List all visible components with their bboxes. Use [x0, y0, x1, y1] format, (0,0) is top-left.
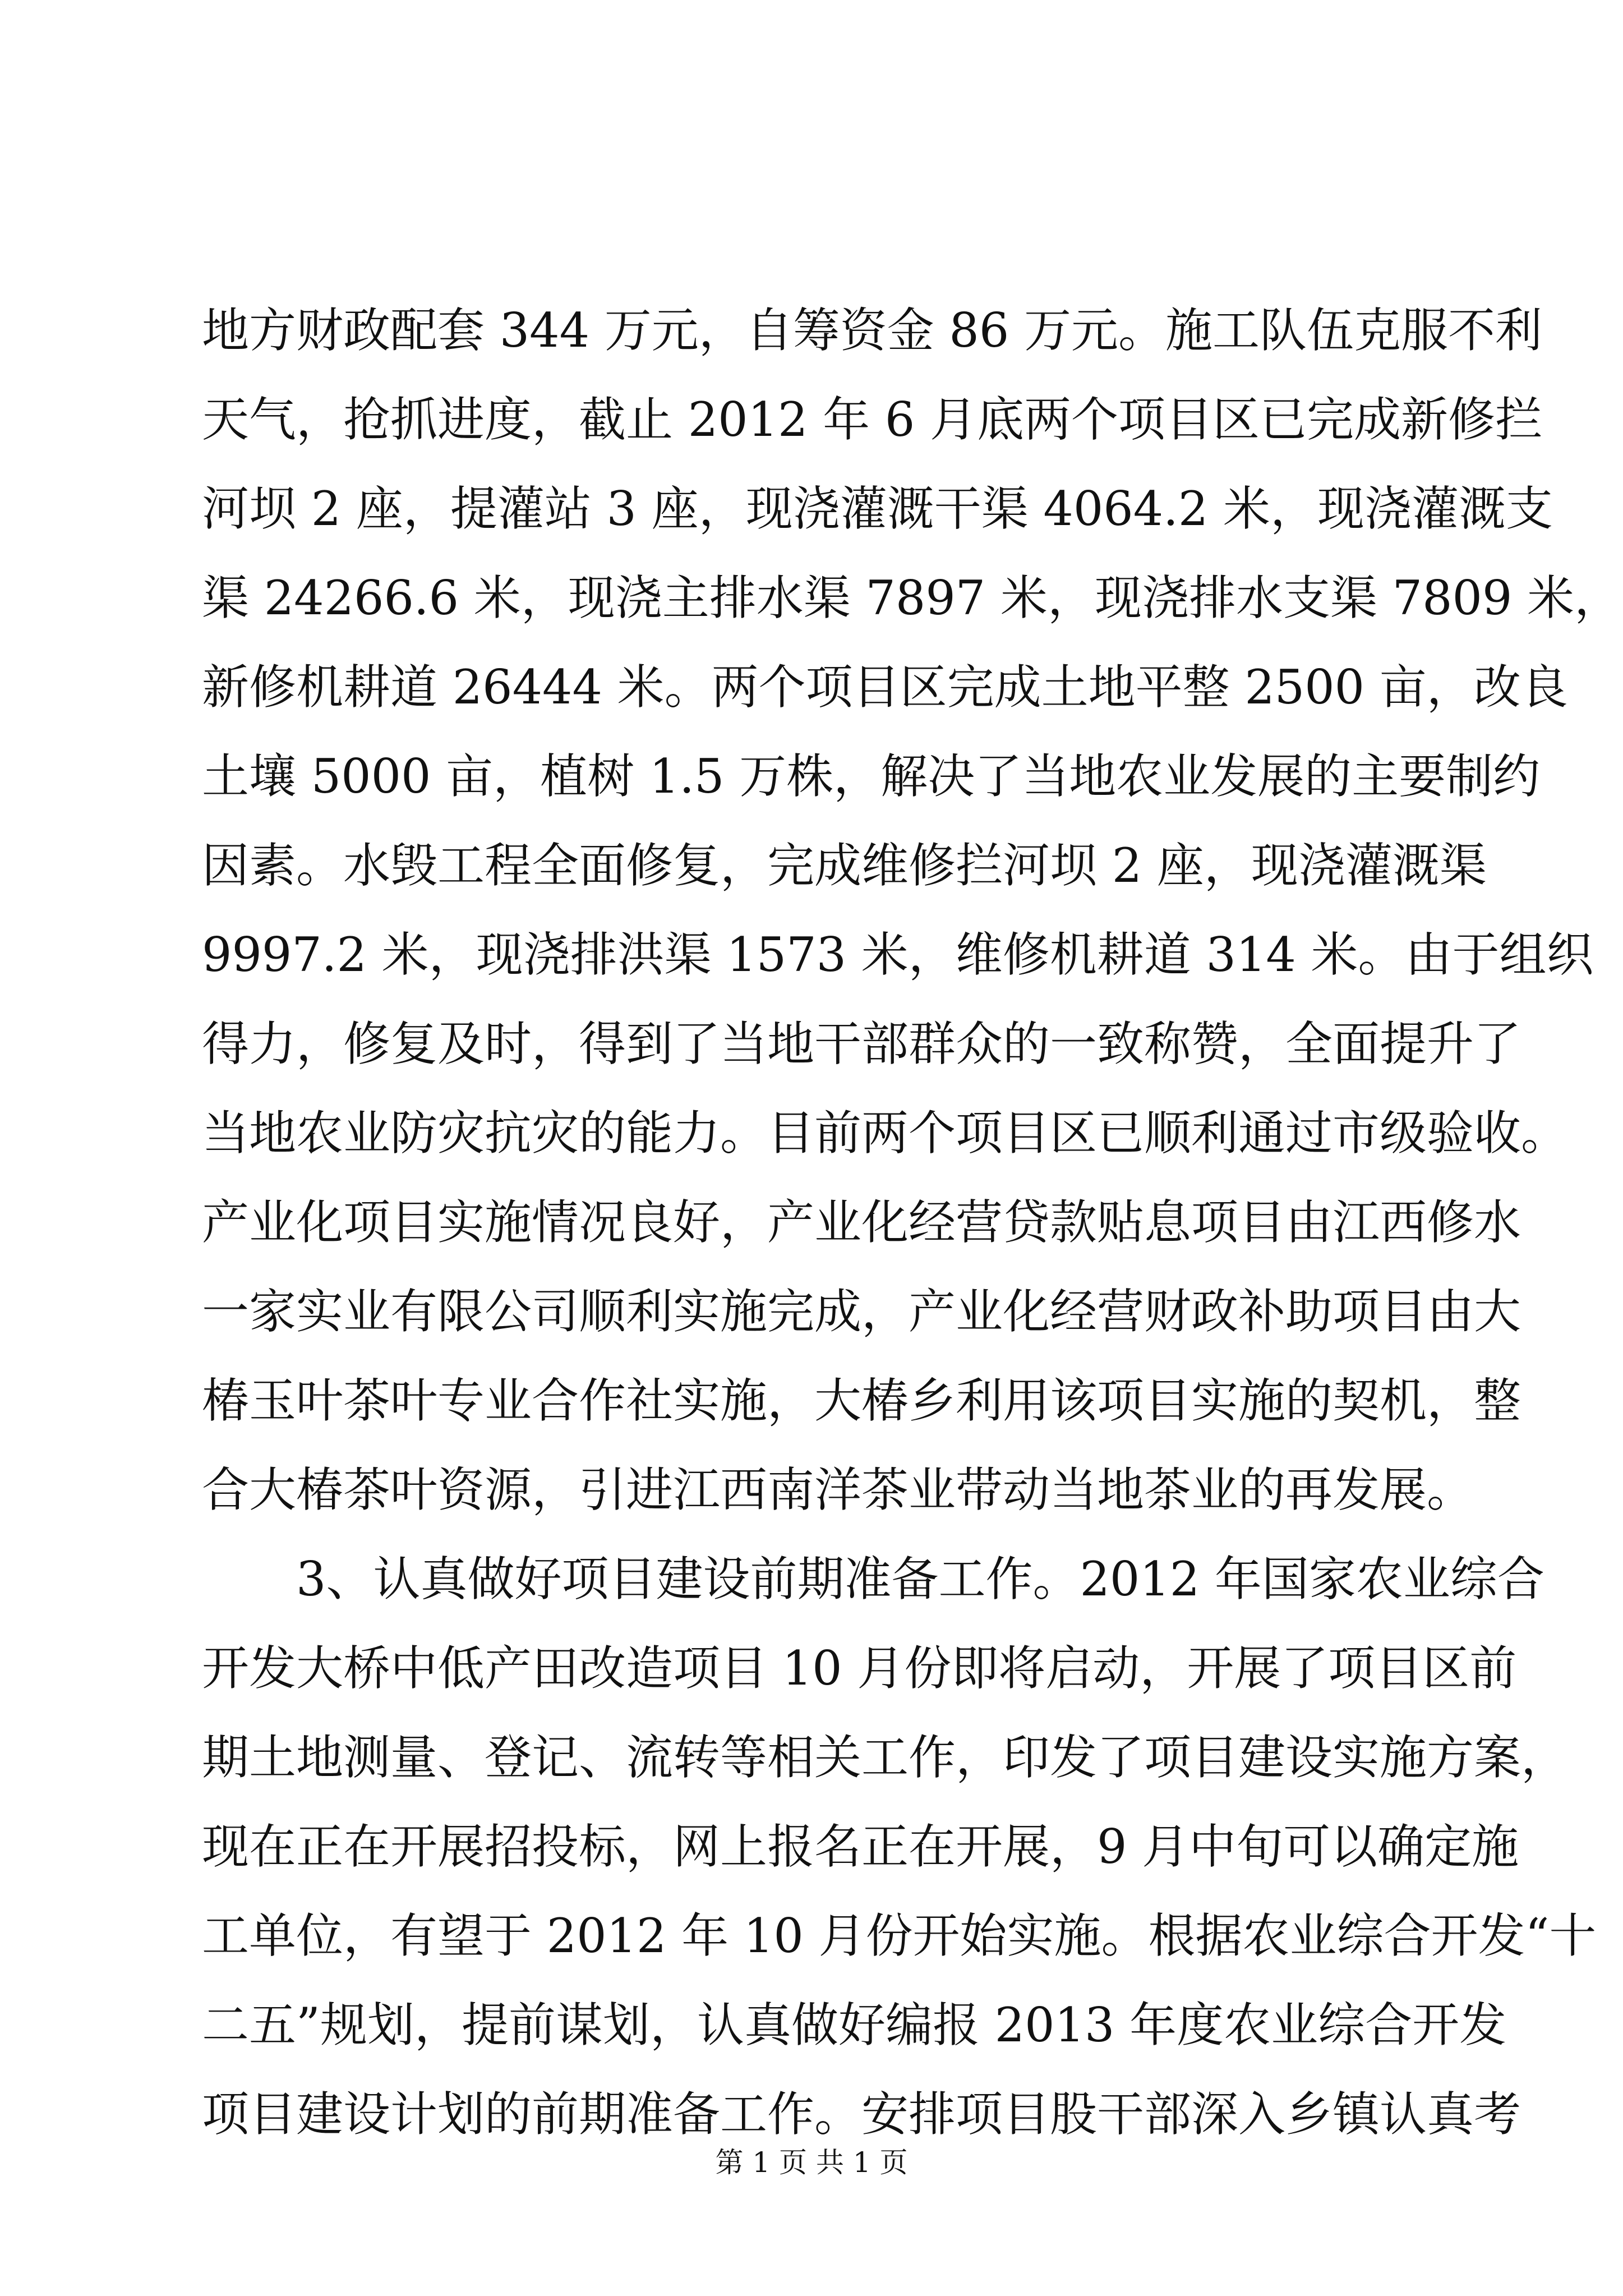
text-line: 因素。水毁工程全面修复，完成维修拦河坝 2 座，现浇灌溉渠	[202, 838, 1487, 893]
text-line: 期土地测量、登记、流转等相关工作，印发了项目建设实施方案，	[202, 1730, 1569, 1785]
text-line: 工单位，有望于 2012 年 10 月份开始实施。根据农业综合开发“十	[202, 1908, 1597, 1963]
text-line: 得力，修复及时，得到了当地干部群众的一致称赞，全面提升了	[202, 1016, 1521, 1071]
text-line: 地方财政配套 344 万元，自筹资金 86 万元。施工队伍克服不利	[202, 303, 1543, 358]
body-text	[202, 286, 1622, 2159]
text-line: 新修机耕道 26444 米。两个项目区完成土地平整 2500 亩，改良	[202, 660, 1568, 715]
text-line: 二五”规划，提前谋划，认真做好编报 2013 年度农业综合开发	[202, 1998, 1507, 2053]
text-line-paragraph-end: 合大椿茶叶资源，引进江西南洋茶业带动当地茶业的再发展。	[202, 1462, 1474, 1517]
text-line: 9997.2 米，现浇排洪渠 1573 米，维修机耕道 314 米。由于组织	[202, 927, 1594, 982]
text-line: 土壤 5000 亩，植树 1.5 万株，解决了当地农业发展的主要制约	[202, 749, 1541, 804]
text-line: 椿玉叶茶叶专业合作社实施，大椿乡利用该项目实施的契机，整	[202, 1373, 1521, 1428]
text-line: 一家实业有限公司顺利实施完成，产业化经营财政补助项目由大	[202, 1284, 1521, 1339]
text-line-paragraph-start: 3、认真做好项目建设前期准备工作。2012 年国家农业综合	[202, 1552, 1544, 1607]
text-line: 河坝 2 座，提灌站 3 座，现浇灌溉干渠 4064.2 米，现浇灌溉支	[202, 481, 1553, 536]
text-line: 项目建设计划的前期准备工作。安排项目股干部深入乡镇认真考	[202, 2087, 1521, 2142]
text-line: 当地农业防灾抗灾的能力。目前两个项目区已顺利通过市级验收。	[202, 1106, 1569, 1161]
text-line: 现在正在开展招投标，网上报名正在开展，9 月中旬可以确定施	[202, 1819, 1519, 1874]
text-line: 渠 24266.6 米，现浇主排水渠 7897 米，现浇排水支渠 7809 米，	[202, 570, 1622, 625]
text-line: 天气，抢抓进度，截止 2012 年 6 月底两个项目区已完成新修拦	[202, 392, 1543, 447]
text-line: 开发大桥中低产田改造项目 10 月份即将启动，开展了项目区前	[202, 1641, 1517, 1696]
text-line: 产业化项目实施情况良好，产业化经营贷款贴息项目由江西修水	[202, 1195, 1521, 1250]
page-footer: 第 1 页 共 1 页	[715, 2146, 908, 2179]
